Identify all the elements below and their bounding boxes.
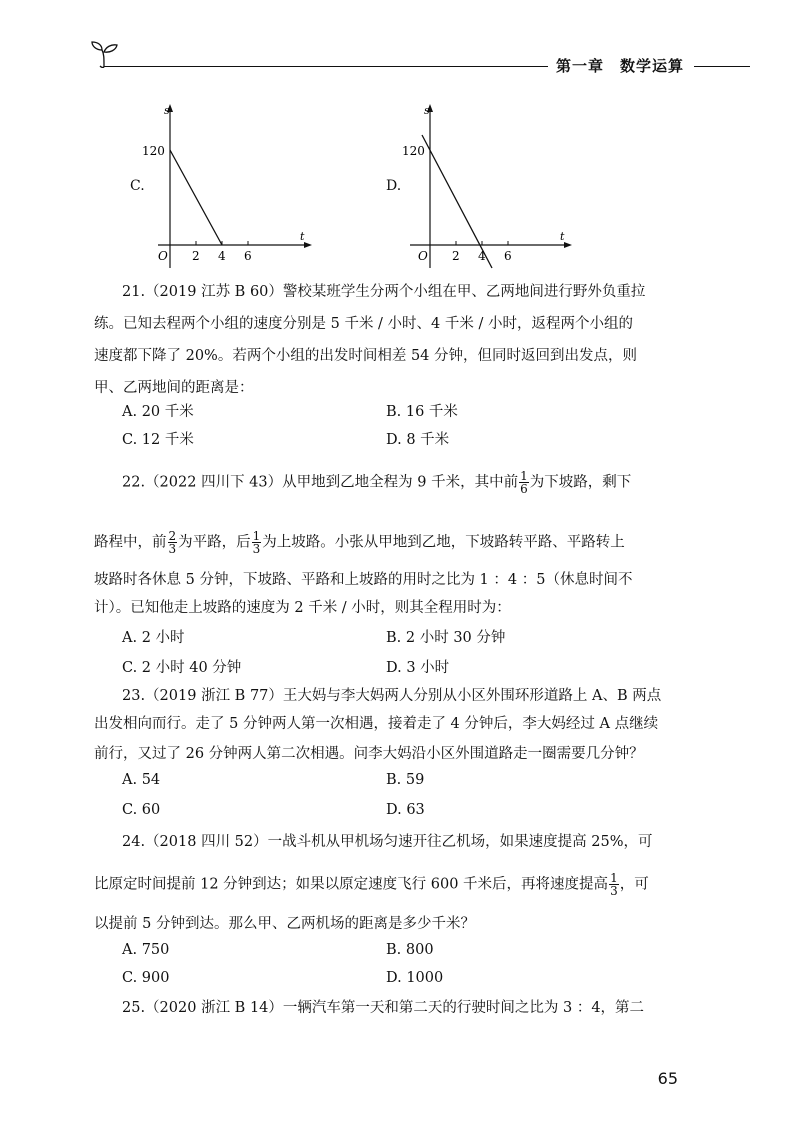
- q24-line-3: 以提前 5 分钟到达。那么甲、乙两机场的距离是多少千米？: [94, 916, 475, 932]
- q23-line-1: 23.（2019 浙江 B 77）王大妈与李大妈两人分别从小区外围环形道路上 A、B 两点: [122, 688, 662, 704]
- graph-c-line: [170, 150, 222, 245]
- graph-d-x-tick-4: 4: [478, 249, 486, 263]
- q21-line-2: 练。已知去程两个小组的速度分别是 5 千米 / 小时、4 千米 / 小时，返程两个小组的: [94, 316, 633, 332]
- q22-line-1: [122, 470, 631, 495]
- graph-c-label: C.: [130, 178, 145, 194]
- q21-line-4: 甲、乙两地间的距离是：: [94, 380, 254, 396]
- q24-option-a: A. 750: [122, 942, 170, 958]
- q22-fraction-2: $\frac{2}{3}$: [168, 529, 177, 556]
- q23-option-c: C. 60: [122, 802, 161, 818]
- q21-option-c: C. 12 千米: [122, 432, 194, 448]
- q22-option-d: D. 3 小时: [386, 660, 450, 676]
- q22-fraction-3: $\frac{1}{3}$: [252, 529, 261, 556]
- graph-c-y-tick: 120: [142, 144, 165, 158]
- graph-d-x-tick-2: 2: [452, 249, 460, 263]
- q22-option-a: A. 2 小时: [122, 630, 185, 646]
- q22-option-b: B. 2 小时 30 分钟: [386, 630, 506, 646]
- q21-line-1: 21.（2019 江苏 B 60）警校某班学生分两个小组在甲、乙两地间进行野外负重拉: [122, 284, 646, 300]
- q24-option-d: D. 1000: [386, 970, 444, 986]
- q22-fraction-1: $\frac{1}{6}$: [520, 469, 528, 496]
- graph-option-d: [380, 100, 580, 270]
- graph-c-x-tick-2: 2: [192, 249, 200, 263]
- q21-option-b: B. 16 千米: [386, 404, 458, 420]
- q24-option-b: B. 800: [386, 942, 434, 958]
- header-rule-right: [694, 66, 750, 67]
- page-number: 65: [657, 1069, 678, 1088]
- graph-d-x-arrow-icon: [564, 242, 572, 248]
- graph-c-x-label: t: [300, 230, 305, 243]
- graph-c-x-tick-4: 4: [218, 249, 226, 263]
- graph-c-x-tick-6: 6: [244, 249, 252, 263]
- q25-line-1: 25.（2020 浙江 B 14）一辆汽车第一天和第二天的行驶时间之比为 3 ：4，第二: [122, 1000, 645, 1016]
- q23-line-3: 前行，又过了 26 分钟两人第二次相遇。问李大妈沿小区外围道路走一圈需要几分钟？: [94, 746, 644, 762]
- graph-c-origin: O: [158, 249, 168, 263]
- q22-line-3: 坡路时各休息 5 分钟，下坡路、平路和上坡路的用时之比为 1 ：4 ：5（休息时间不: [94, 572, 633, 588]
- q24-option-c: C. 900: [122, 970, 170, 986]
- q22-line-1-pre: 22.（2022 四川下 43）从甲地到乙地全程为 9 千米，其中前: [122, 474, 519, 491]
- graph-option-c: [120, 100, 320, 270]
- graph-d-origin: O: [418, 249, 428, 263]
- q22-line-4: 计）。已知他走上坡路的速度为 2 千米 / 小时，则其全程用时为：: [94, 600, 511, 616]
- graph-d-x-tick-6: 6: [504, 249, 512, 263]
- q24-line-1: 24.（2018 四川 52）一战斗机从甲机场匀速开往乙机场，如果速度提高 25%，可: [122, 834, 653, 850]
- graph-d-label: D.: [386, 178, 402, 194]
- chapter-title: 第一章 数学运算: [556, 57, 685, 75]
- q21-option-d: D. 8 千米: [386, 432, 450, 448]
- q23-option-d: D. 63: [386, 802, 425, 818]
- graph-c-plot: [120, 100, 320, 270]
- graph-d-x-label: t: [560, 230, 565, 243]
- graph-d-plot: [380, 100, 580, 270]
- q22-line-2: 路程中，前 $\frac{2}{3}$ 为平路，后 $\frac{1}{3}$ 为上坡路。小张从甲地到乙地，下坡路转平路、平路转上: [94, 529, 625, 556]
- sprout-logo-icon: [88, 38, 124, 68]
- q21-option-a: A. 20 千米: [122, 404, 194, 420]
- graph-d-y-label: s: [424, 104, 430, 117]
- header-rule-left: [104, 66, 548, 67]
- q21-line-3: 速度都下降了 20%。若两个小组的出发时间相差 54 分钟，但同时返回到出发点，则: [94, 348, 638, 364]
- graph-c-x-arrow-icon: [304, 242, 312, 248]
- q23-option-a: A. 54: [122, 772, 161, 788]
- q22-line-1-post: 为下坡路，剩下: [529, 474, 632, 491]
- graph-d-y-tick: 120: [402, 144, 425, 158]
- q24-line-2: 比原定时间提前 12 分钟到达；如果以原定速度飞行 600 千米后，再将速度提高 $\frac{1}{3}$ ，可: [94, 871, 649, 898]
- q22-option-c: C. 2 小时 40 分钟: [122, 660, 242, 676]
- q23-line-2: 出发相向而行。走了 5 分钟两人第一次相遇，接着走了 4 分钟后，李大妈经过 A 点继续: [94, 716, 659, 732]
- graph-c-y-label: s: [164, 104, 170, 117]
- q24-fraction: $\frac{1}{3}$: [610, 871, 618, 898]
- q23-option-b: B. 59: [386, 772, 425, 788]
